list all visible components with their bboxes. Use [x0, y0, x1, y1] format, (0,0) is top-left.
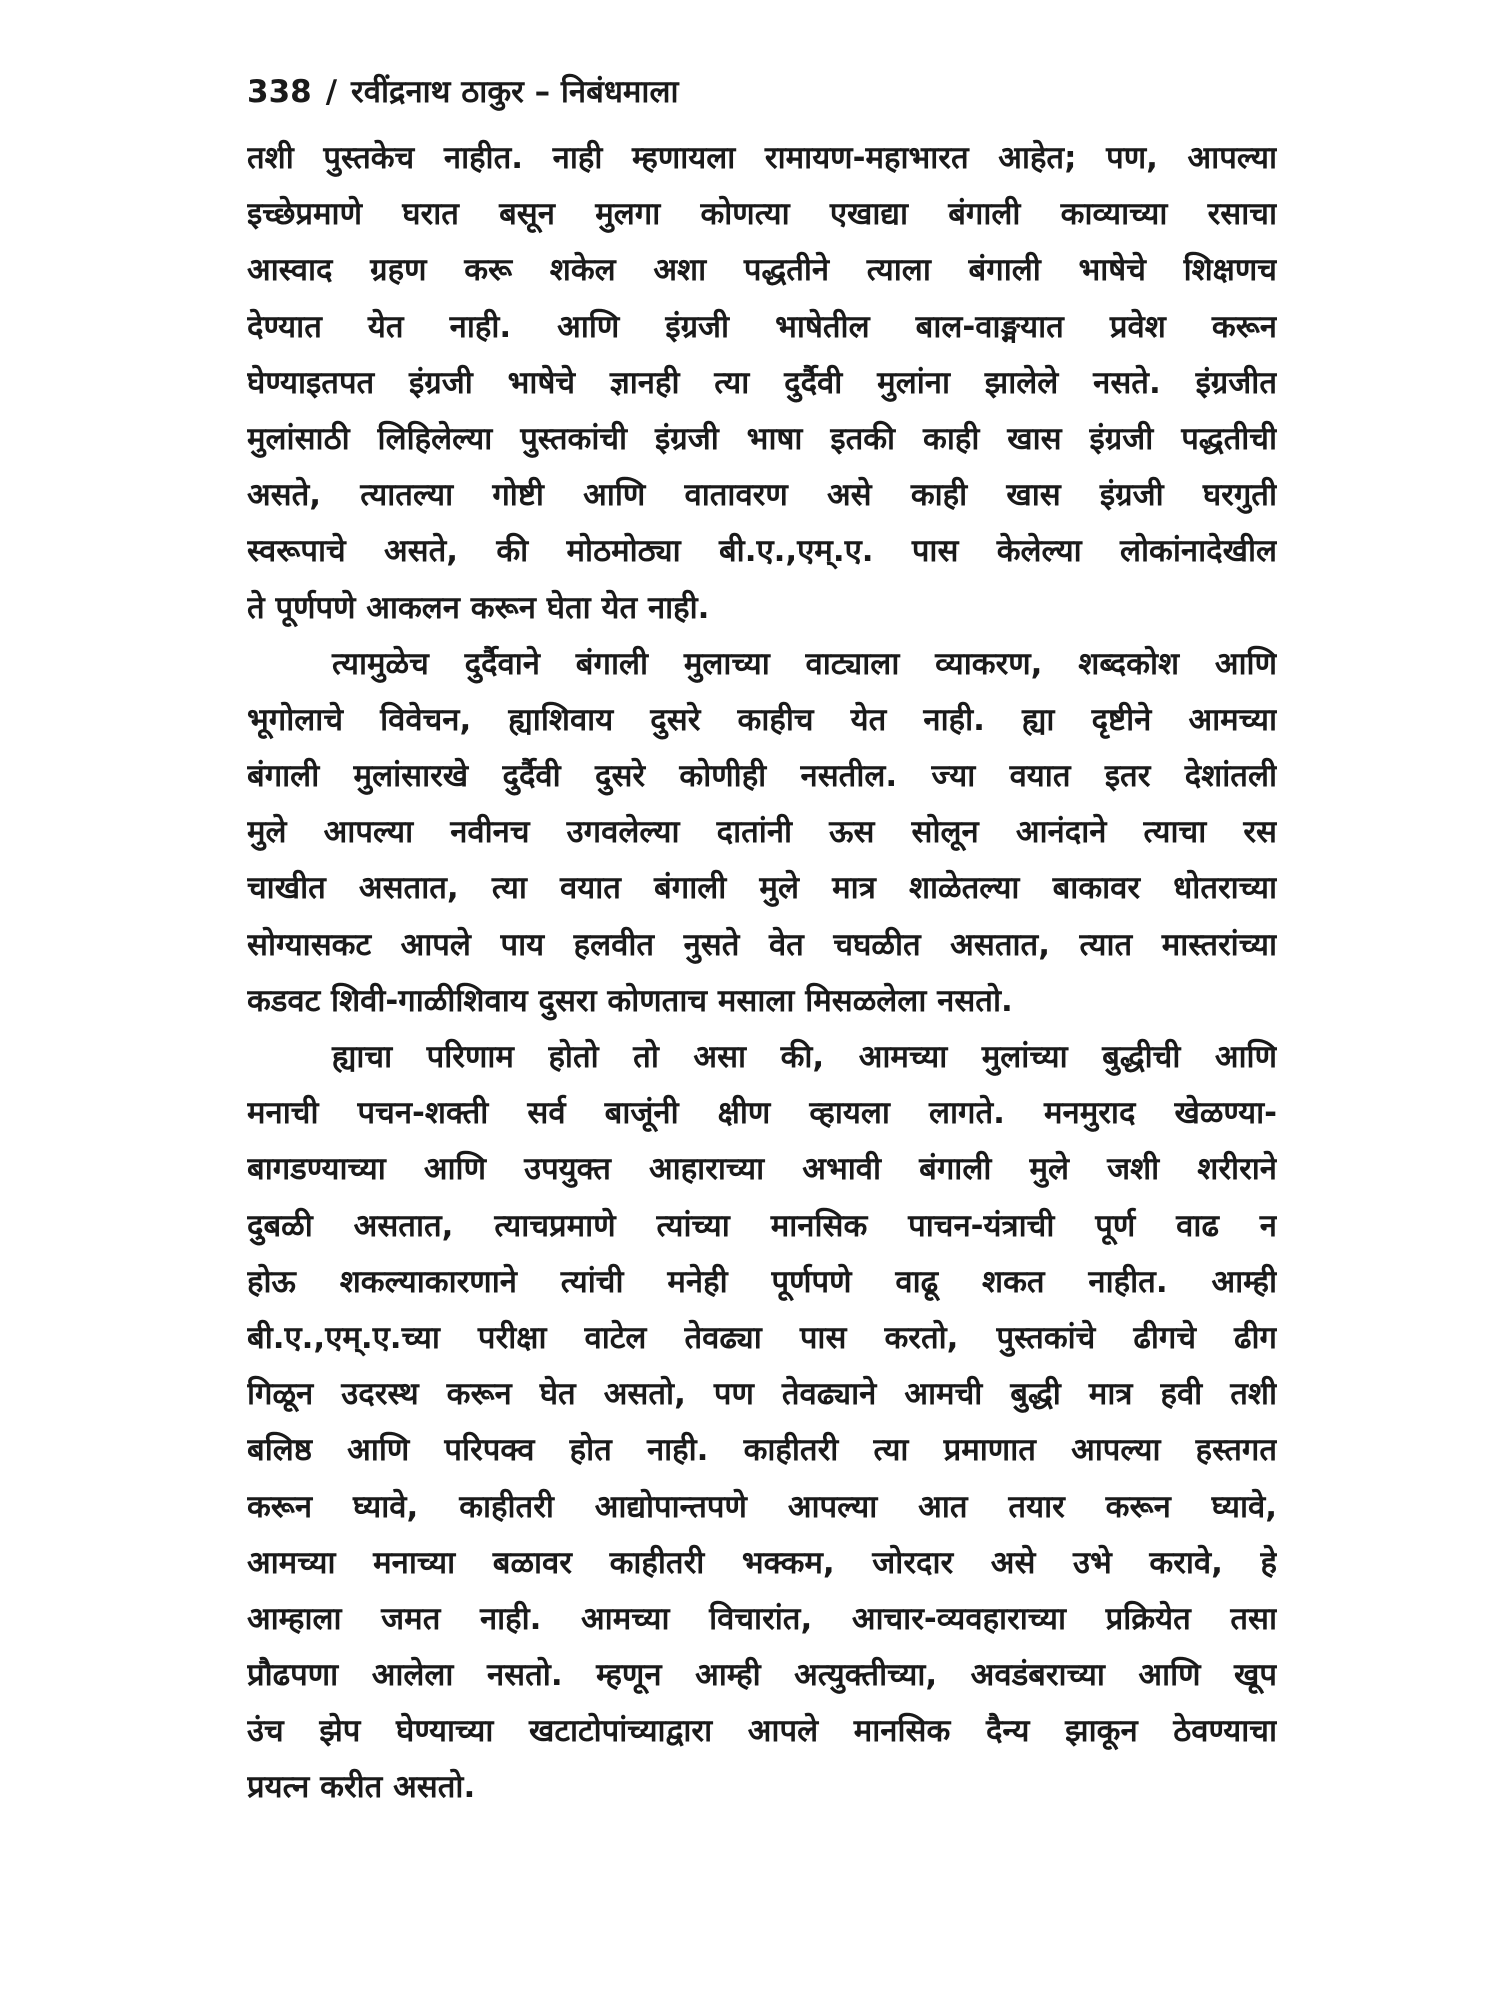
text-line: घेण्याइतपत इंग्रजी भाषेचे ज्ञानही त्या दुर्दैवी मुलांना झालेले नसते. इंग्रजीत — [247, 364, 1277, 401]
text-line: बलिष्ठ आणि परिपक्व होत नाही. काहीतरी त्या प्रमाणात आपल्या हस्तगत — [247, 1432, 1277, 1469]
text-line: कडवट शिवी-गाळीशिवाय दुसरा कोणताच मसाला मिसळलेला नसतो. — [247, 982, 1013, 1019]
book-title: रवींद्रनाथ ठाकुर – निबंधमाला — [351, 74, 679, 110]
text-line: दुबळी असतात, त्याचप्रमाणे त्यांच्या मानसिक पाचन-यंत्राची पूर्ण वाढ न — [247, 1207, 1277, 1244]
text-line: करून घ्यावे, काहीतरी आद्योपान्तपणे आपल्या आत तयार करून घ्यावे, — [247, 1488, 1277, 1525]
text-line: होऊ शकल्याकारणाने त्यांची मनेही पूर्णपणे वाढू शकत नाहीत. आम्ही — [247, 1263, 1277, 1300]
text-line: उंच झेप घेण्याच्या खटाटोपांच्याद्वारा आपले मानसिक दैन्य झाकून ठेवण्याचा — [247, 1713, 1277, 1750]
text-line: मुले आपल्या नवीनच उगवलेल्या दातांनी ऊस सोलून आनंदाने त्याचा रस — [247, 814, 1277, 851]
text-line: बी.ए.,एम्.ए.च्या परीक्षा वाटेल तेवढ्या पास करतो, पुस्तकांचे ढीगचे ढीग — [247, 1319, 1277, 1356]
text-line: आस्वाद ग्रहण करू शकेल अशा पद्धतीने त्याला बंगाली भाषेचे शिक्षणच — [247, 252, 1277, 289]
text-line: प्रयत्न करीत असतो. — [247, 1769, 476, 1806]
text-line: सोग्यासकट आपले पाय हलवीत नुसते वेत चघळीत असतात, त्यात मास्तरांच्या — [247, 926, 1277, 963]
text-line: मुलांसाठी लिहिलेल्या पुस्तकांची इंग्रजी भाषा इतकी काही खास इंग्रजी पद्धतीची — [247, 420, 1277, 457]
text-line: इच्छेप्रमाणे घरात बसून मुलगा कोणत्या एखाद्या बंगाली काव्याच्या रसाचा — [247, 196, 1277, 233]
text-line: देण्यात येत नाही. आणि इंग्रजी भाषेतील बाल-वाङ्मयात प्रवेश करून — [247, 308, 1277, 345]
text-line: बंगाली मुलांसारखे दुर्दैवी दुसरे कोणीही नसतील. ज्या वयात इतर देशांतली — [247, 758, 1277, 795]
text-line: भूगोलाचे विवेचन, ह्याशिवाय दुसरे काहीच येत नाही. ह्या दृष्टीने आमच्या — [247, 701, 1277, 738]
header-separator: / — [325, 74, 338, 110]
text-line: ते पूर्णपणे आकलन करून घेता येत नाही. — [247, 589, 710, 626]
text-line: तशी पुस्तकेच नाहीत. नाही म्हणायला रामायण-महाभारत आहेत; पण, आपल्या — [247, 140, 1277, 176]
text-line: बागडण्याच्या आणि उपयुक्त आहाराच्या अभावी बंगाली मुले जशी शरीराने — [247, 1151, 1277, 1188]
text-line: गिळून उदरस्थ करून घेत असतो, पण तेवढ्याने आमची बुद्धी मात्र हवी तशी — [247, 1376, 1277, 1413]
text-line: मनाची पचन-शक्ती सर्व बाजूंनी क्षीण व्हायला लागते. मनमुराद खेळण्या- — [247, 1095, 1277, 1132]
text-line: त्यामुळेच दुर्दैवाने बंगाली मुलाच्या वाट्याला व्याकरण, शब्दकोश आणि — [332, 645, 1277, 682]
text-line: प्रौढपणा आलेला नसतो. म्हणून आम्ही अत्युक्तीच्या, अवडंबराच्या आणि खूप — [247, 1657, 1277, 1694]
text-line: ह्याचा परिणाम होतो तो असा की, आमच्या मुलांच्या बुद्धीची आणि — [332, 1039, 1277, 1075]
text-line: चाखीत असतात, त्या वयात बंगाली मुले मात्र शाळेतल्या बाकावर धोतराच्या — [247, 870, 1277, 907]
page-number: 338 — [247, 74, 312, 110]
running-header — [247, 70, 679, 112]
body-text — [247, 130, 1277, 1816]
text-line: आमच्या मनाच्या बळावर काहीतरी भक्कम, जोरदार असे उभे करावे, हे — [247, 1544, 1277, 1581]
text-line: असते, त्यातल्या गोष्टी आणि वातावरण असे काही खास इंग्रजी घरगुती — [247, 477, 1277, 514]
text-line: स्वरूपाचे असते, की मोठमोठ्या बी.ए.,एम्.ए. पास केलेल्या लोकांनादेखील — [247, 533, 1277, 570]
text-line: आम्हाला जमत नाही. आमच्या विचारांत, आचार-व्यवहाराच्या प्रक्रियेत तसा — [247, 1600, 1277, 1637]
